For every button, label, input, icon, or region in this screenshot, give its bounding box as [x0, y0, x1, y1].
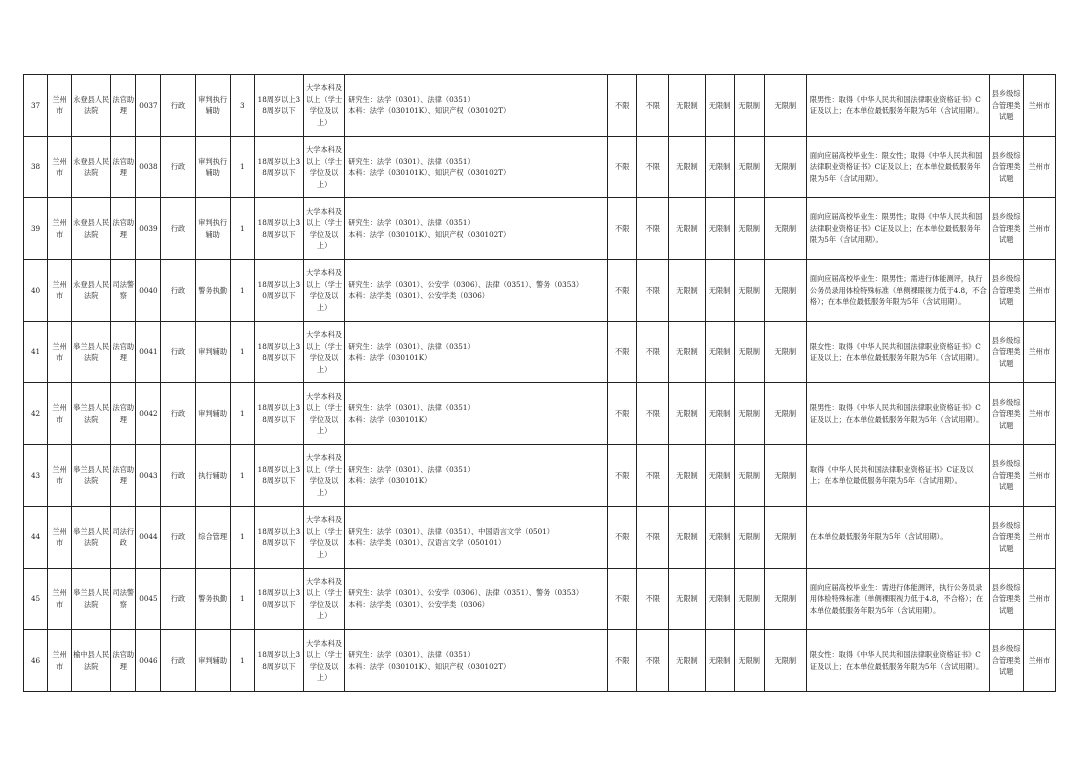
count-cell: 1	[230, 198, 254, 260]
exam-type-cell: 县乡级综合管理类试题	[989, 321, 1023, 383]
major-cell	[345, 506, 608, 568]
criteria-cell-1: 不限	[608, 75, 637, 137]
table-row	[24, 321, 1056, 383]
criteria-cell-2: 不限	[637, 75, 669, 137]
major-cell	[345, 321, 608, 383]
criteria-cell-1: 不限	[608, 136, 637, 198]
criteria-cell-3: 无限制	[669, 198, 705, 260]
count-cell: 1	[230, 568, 254, 630]
criteria-cell-4: 无限制	[705, 506, 734, 568]
criteria-cell-2: 不限	[637, 630, 669, 692]
age-cell: 18周岁以上38周岁以下	[254, 321, 303, 383]
row-number: 43	[24, 445, 48, 507]
duty-cell: 执行辅助	[195, 445, 230, 507]
criteria-cell-2: 不限	[637, 445, 669, 507]
duty-cell: 审判执行辅助	[195, 75, 230, 137]
other-conditions-cell: 面向应届高校毕业生：限男性；需进行体能测评，执行公务员录用体检特殊标准（单侧裸眼视力低于4.8，不合格）；在本单位最低服务年限为5年（含试用期）。	[806, 260, 989, 322]
major-cell	[345, 260, 608, 322]
criteria-cell-3: 无限制	[669, 260, 705, 322]
other-conditions-cell: 面向应届高校毕业生：需进行体能测评，执行公务员录用体检特殊标准（单侧裸眼视力低于4.8，不合格）；在本单位最低服务年限为5年（含试用期）。	[806, 568, 989, 630]
criteria-cell-6: 无限制	[764, 568, 806, 630]
criteria-cell-4: 无限制	[705, 136, 734, 198]
exam-place-cell: 兰州市	[1023, 506, 1055, 568]
other-conditions-cell: 面向应届高校毕业生：限男性；取得《中华人民共和国法律职业资格证书》C证及以上；在本单位最低服务年限为5年（含试用期）。	[806, 198, 989, 260]
type-cell: 行政	[161, 321, 195, 383]
education-cell: 大学本科及以上（学士学位及以上）	[304, 383, 345, 445]
exam-place-cell: 兰州市	[1023, 568, 1055, 630]
other-conditions-cell: 限女性：取得《中华人民共和国法律职业资格证书》C证及以上；在本单位最低服务年限为5年（含试用期）。	[806, 321, 989, 383]
criteria-cell-1: 不限	[608, 260, 637, 322]
unit-cell: 皋兰县人民法院	[72, 321, 111, 383]
unit-cell: 榆中县人民法院	[72, 630, 111, 692]
criteria-cell-2: 不限	[637, 260, 669, 322]
duty-cell: 警务执勤	[195, 260, 230, 322]
criteria-cell-5: 无限制	[734, 383, 764, 445]
criteria-cell-6: 无限制	[764, 630, 806, 692]
row-number: 45	[24, 568, 48, 630]
exam-type-cell: 县乡级综合管理类试题	[989, 383, 1023, 445]
unit-cell: 永登县人民法院	[72, 75, 111, 137]
education-cell: 大学本科及以上（学士学位及以上）	[304, 630, 345, 692]
position-cell: 法官助理	[111, 198, 136, 260]
criteria-cell-3: 无限制	[669, 321, 705, 383]
major-line: 研究生：法学（0301）、法律（0351）	[348, 464, 475, 474]
row-number: 38	[24, 136, 48, 198]
criteria-cell-5: 无限制	[734, 136, 764, 198]
table-row	[24, 445, 1056, 507]
exam-type-cell: 县乡级综合管理类试题	[989, 75, 1023, 137]
criteria-cell-3: 无限制	[669, 136, 705, 198]
criteria-cell-5: 无限制	[734, 260, 764, 322]
criteria-cell-5: 无限制	[734, 445, 764, 507]
criteria-cell-4: 无限制	[705, 198, 734, 260]
exam-type-cell: 县乡级综合管理类试题	[989, 260, 1023, 322]
criteria-cell-4: 无限制	[705, 321, 734, 383]
unit-cell: 皋兰县人民法院	[72, 506, 111, 568]
education-cell: 大学本科及以上（学士学位及以上）	[304, 198, 345, 260]
criteria-cell-5: 无限制	[734, 506, 764, 568]
other-conditions-cell: 限女性：取得《中华人民共和国法律职业资格证书》C证及以上；在本单位最低服务年限为5年（含试用期）。	[806, 630, 989, 692]
count-cell: 1	[230, 260, 254, 322]
criteria-cell-6: 无限制	[764, 136, 806, 198]
exam-place-cell: 兰州市	[1023, 383, 1055, 445]
city-cell: 兰州市	[48, 383, 72, 445]
criteria-cell-5: 无限制	[734, 568, 764, 630]
criteria-cell-1: 不限	[608, 383, 637, 445]
major-line: 研究生：法学（0301）、公安学（0306）、法律（0351）、警务（0353）	[348, 279, 584, 289]
major-line: 本科：法学（030101K）	[348, 353, 432, 363]
position-cell: 法官助理	[111, 136, 136, 198]
major-cell	[345, 198, 608, 260]
code-cell: 0042	[136, 383, 161, 445]
other-conditions-cell: 限男性：取得《中华人民共和国法律职业资格证书》C证及以上；在本单位最低服务年限为5年（含试用期）。	[806, 75, 989, 137]
criteria-cell-1: 不限	[608, 198, 637, 260]
duty-cell: 审判辅助	[195, 383, 230, 445]
age-cell: 18周岁以上30周岁以下	[254, 260, 303, 322]
count-cell: 1	[230, 445, 254, 507]
criteria-cell-3: 无限制	[669, 383, 705, 445]
duty-cell: 审判辅助	[195, 630, 230, 692]
major-line: 研究生：法学（0301）、法律（0351）	[348, 341, 475, 351]
major-line: 本科：法学（030101K）、知识产权（030102T）	[348, 168, 511, 178]
age-cell: 18周岁以上38周岁以下	[254, 506, 303, 568]
table-row	[24, 136, 1056, 198]
code-cell: 0040	[136, 260, 161, 322]
criteria-cell-5: 无限制	[734, 75, 764, 137]
table-row	[24, 506, 1056, 568]
table-row	[24, 260, 1056, 322]
exam-place-cell: 兰州市	[1023, 260, 1055, 322]
criteria-cell-6: 无限制	[764, 198, 806, 260]
position-cell: 司法警察	[111, 568, 136, 630]
type-cell: 行政	[161, 506, 195, 568]
major-cell	[345, 630, 608, 692]
criteria-cell-2: 不限	[637, 568, 669, 630]
city-cell: 兰州市	[48, 75, 72, 137]
criteria-cell-4: 无限制	[705, 568, 734, 630]
row-number: 42	[24, 383, 48, 445]
code-cell: 0037	[136, 75, 161, 137]
unit-cell: 皋兰县人民法院	[72, 445, 111, 507]
criteria-cell-2: 不限	[637, 321, 669, 383]
code-cell: 0041	[136, 321, 161, 383]
count-cell: 1	[230, 383, 254, 445]
position-cell: 司法行政	[111, 506, 136, 568]
age-cell: 18周岁以上38周岁以下	[254, 198, 303, 260]
exam-type-cell: 县乡级综合管理类试题	[989, 568, 1023, 630]
criteria-cell-4: 无限制	[705, 630, 734, 692]
unit-cell: 永登县人民法院	[72, 198, 111, 260]
criteria-cell-6: 无限制	[764, 506, 806, 568]
count-cell: 1	[230, 630, 254, 692]
row-number: 46	[24, 630, 48, 692]
major-line: 研究生：法学（0301）、法律（0351）	[348, 218, 475, 228]
row-number: 44	[24, 506, 48, 568]
position-cell: 法官助理	[111, 445, 136, 507]
table-row	[24, 630, 1056, 692]
criteria-cell-6: 无限制	[764, 260, 806, 322]
code-cell: 0043	[136, 445, 161, 507]
education-cell: 大学本科及以上（学士学位及以上）	[304, 75, 345, 137]
criteria-cell-1: 不限	[608, 568, 637, 630]
education-cell: 大学本科及以上（学士学位及以上）	[304, 260, 345, 322]
type-cell: 行政	[161, 445, 195, 507]
major-line: 本科：法学（030101K）、知识产权（030102T）	[348, 661, 511, 671]
criteria-cell-3: 无限制	[669, 630, 705, 692]
duty-cell: 审判执行辅助	[195, 198, 230, 260]
age-cell: 18周岁以上38周岁以下	[254, 383, 303, 445]
criteria-cell-2: 不限	[637, 383, 669, 445]
major-cell	[345, 445, 608, 507]
table-row	[24, 75, 1056, 137]
row-number: 40	[24, 260, 48, 322]
count-cell: 1	[230, 136, 254, 198]
major-cell	[345, 136, 608, 198]
unit-cell: 永登县人民法院	[72, 260, 111, 322]
exam-type-cell: 县乡级综合管理类试题	[989, 136, 1023, 198]
criteria-cell-6: 无限制	[764, 383, 806, 445]
code-cell: 0039	[136, 198, 161, 260]
criteria-cell-5: 无限制	[734, 321, 764, 383]
exam-place-cell: 兰州市	[1023, 198, 1055, 260]
major-cell	[345, 75, 608, 137]
unit-cell: 皋兰县人民法院	[72, 383, 111, 445]
table-row	[24, 383, 1056, 445]
major-line: 研究生：法学（0301）、法律（0351）	[348, 156, 475, 166]
other-conditions-cell: 取得《中华人民共和国法律职业资格证书》C证及以上；在本单位最低服务年限为5年（含试用期）。	[806, 445, 989, 507]
unit-cell: 永登县人民法院	[72, 136, 111, 198]
duty-cell: 审判辅助	[195, 321, 230, 383]
criteria-cell-2: 不限	[637, 198, 669, 260]
exam-type-cell: 县乡级综合管理类试题	[989, 506, 1023, 568]
city-cell: 兰州市	[48, 568, 72, 630]
criteria-cell-1: 不限	[608, 506, 637, 568]
code-cell: 0038	[136, 136, 161, 198]
code-cell: 0045	[136, 568, 161, 630]
major-cell	[345, 383, 608, 445]
exam-place-cell: 兰州市	[1023, 445, 1055, 507]
type-cell: 行政	[161, 198, 195, 260]
criteria-cell-4: 无限制	[705, 383, 734, 445]
table-row	[24, 198, 1056, 260]
type-cell: 行政	[161, 630, 195, 692]
table-row	[24, 568, 1056, 630]
criteria-cell-3: 无限制	[669, 445, 705, 507]
education-cell: 大学本科及以上（学士学位及以上）	[304, 506, 345, 568]
criteria-cell-5: 无限制	[734, 198, 764, 260]
criteria-cell-1: 不限	[608, 321, 637, 383]
major-line: 本科：法学类（0301）、汉语言文学（050101）	[348, 538, 506, 548]
education-cell: 大学本科及以上（学士学位及以上）	[304, 568, 345, 630]
criteria-cell-2: 不限	[637, 136, 669, 198]
type-cell: 行政	[161, 260, 195, 322]
exam-place-cell: 兰州市	[1023, 321, 1055, 383]
position-cell: 法官助理	[111, 75, 136, 137]
major-cell	[345, 568, 608, 630]
count-cell: 1	[230, 321, 254, 383]
age-cell: 18周岁以上38周岁以下	[254, 630, 303, 692]
unit-cell: 皋兰县人民法院	[72, 568, 111, 630]
major-line: 本科：法学类（0301）、公安学类（0306）	[348, 599, 489, 609]
row-number: 37	[24, 75, 48, 137]
education-cell: 大学本科及以上（学士学位及以上）	[304, 445, 345, 507]
exam-place-cell: 兰州市	[1023, 75, 1055, 137]
education-cell: 大学本科及以上（学士学位及以上）	[304, 321, 345, 383]
city-cell: 兰州市	[48, 630, 72, 692]
exam-type-cell: 县乡级综合管理类试题	[989, 630, 1023, 692]
criteria-cell-3: 无限制	[669, 568, 705, 630]
position-cell: 法官助理	[111, 321, 136, 383]
major-line: 研究生：法学（0301）、法律（0351）	[348, 94, 475, 104]
criteria-cell-4: 无限制	[705, 260, 734, 322]
other-conditions-cell: 在本单位最低服务年限为5年（含试用期）。	[806, 506, 989, 568]
duty-cell: 审判执行辅助	[195, 136, 230, 198]
position-cell: 法官助理	[111, 630, 136, 692]
code-cell: 0044	[136, 506, 161, 568]
position-cell: 司法警察	[111, 260, 136, 322]
major-line: 研究生：法学（0301）、法律（0351）、中国语言文学（0501）	[348, 526, 554, 536]
criteria-cell-1: 不限	[608, 630, 637, 692]
type-cell: 行政	[161, 75, 195, 137]
criteria-cell-4: 无限制	[705, 445, 734, 507]
criteria-cell-1: 不限	[608, 445, 637, 507]
age-cell: 18周岁以上38周岁以下	[254, 136, 303, 198]
major-line: 研究生：法学（0301）、公安学（0306）、法律（0351）、警务（0353）	[348, 588, 584, 598]
criteria-cell-5: 无限制	[734, 630, 764, 692]
type-cell: 行政	[161, 136, 195, 198]
exam-type-cell: 县乡级综合管理类试题	[989, 198, 1023, 260]
type-cell: 行政	[161, 568, 195, 630]
exam-type-cell: 县乡级综合管理类试题	[989, 445, 1023, 507]
row-number: 39	[24, 198, 48, 260]
criteria-cell-6: 无限制	[764, 445, 806, 507]
major-line: 本科：法学（030101K）、知识产权（030102T）	[348, 106, 511, 116]
major-line: 本科：法学类（0301）、公安学类（0306）	[348, 291, 489, 301]
other-conditions-cell: 限男性：取得《中华人民共和国法律职业资格证书》C证及以上；在本单位最低服务年限为5年（含试用期）。	[806, 383, 989, 445]
criteria-cell-3: 无限制	[669, 506, 705, 568]
major-line: 本科：法学（030101K）、知识产权（030102T）	[348, 229, 511, 239]
exam-place-cell: 兰州市	[1023, 630, 1055, 692]
position-cell: 法官助理	[111, 383, 136, 445]
row-number: 41	[24, 321, 48, 383]
city-cell: 兰州市	[48, 260, 72, 322]
education-cell: 大学本科及以上（学士学位及以上）	[304, 136, 345, 198]
city-cell: 兰州市	[48, 321, 72, 383]
criteria-cell-6: 无限制	[764, 75, 806, 137]
count-cell: 3	[230, 75, 254, 137]
criteria-cell-3: 无限制	[669, 75, 705, 137]
major-line: 研究生：法学（0301）、法律（0351）	[348, 403, 475, 413]
count-cell: 1	[230, 506, 254, 568]
city-cell: 兰州市	[48, 198, 72, 260]
recruitment-table	[23, 74, 1056, 692]
age-cell: 18周岁以上30周岁以下	[254, 568, 303, 630]
city-cell: 兰州市	[48, 136, 72, 198]
type-cell: 行政	[161, 383, 195, 445]
criteria-cell-4: 无限制	[705, 75, 734, 137]
criteria-cell-2: 不限	[637, 506, 669, 568]
major-line: 本科：法学（030101K）	[348, 476, 432, 486]
city-cell: 兰州市	[48, 506, 72, 568]
age-cell: 18周岁以上38周岁以下	[254, 445, 303, 507]
age-cell: 18周岁以上38周岁以下	[254, 75, 303, 137]
duty-cell: 警务执勤	[195, 568, 230, 630]
code-cell: 0046	[136, 630, 161, 692]
major-line: 本科：法学（030101K）	[348, 414, 432, 424]
exam-place-cell: 兰州市	[1023, 136, 1055, 198]
major-line: 研究生：法学（0301）、法律（0351）	[348, 650, 475, 660]
city-cell: 兰州市	[48, 445, 72, 507]
duty-cell: 综合管理	[195, 506, 230, 568]
criteria-cell-6: 无限制	[764, 321, 806, 383]
other-conditions-cell: 面向应届高校毕业生：限女性；取得《中华人民共和国法律职业资格证书》C证及以上；在本单位最低服务年限为5年（含试用期）。	[806, 136, 989, 198]
